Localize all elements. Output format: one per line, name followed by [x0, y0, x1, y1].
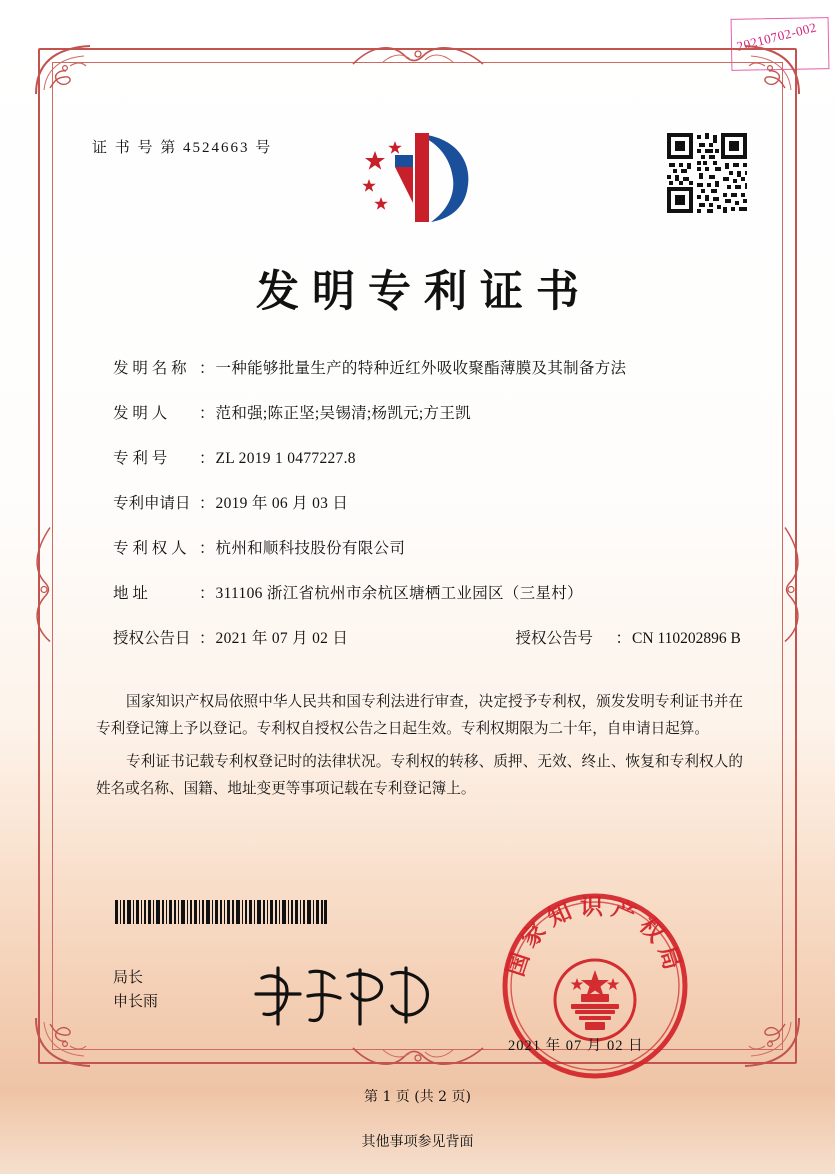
field-row-patent-number: [113, 446, 745, 468]
field-label: 地 址: [113, 585, 148, 602]
field-separator: ：: [199, 630, 215, 647]
field-row-grant-announcement: [113, 626, 745, 648]
field-value-patentee: 杭州和顺科技股份有限公司: [215, 540, 406, 557]
field-value-application-date: 2019 年 06 月 03 日: [215, 495, 349, 512]
barcode: [115, 900, 327, 924]
field-separator: ：: [199, 540, 215, 557]
signature-name: 申长雨: [113, 994, 159, 1010]
field-label: 专利申请日: [113, 495, 191, 512]
annotation-text: 20210702-002: [735, 19, 819, 54]
field-label: 专 利 号: [113, 450, 168, 467]
field-label: 发 明 人: [113, 405, 168, 422]
certificate-number: 证 书 号 第 4524663 号: [92, 140, 273, 156]
field-list: [113, 356, 745, 671]
handwritten-signature-icon: [248, 952, 438, 1032]
field-value-grant-date: 2021 年 07 月 02 日: [215, 630, 349, 647]
page-title: 发明专利证书: [256, 267, 592, 317]
field-separator: ：: [199, 360, 215, 377]
page-number: 第 1 页 (共 2 页): [364, 1089, 471, 1105]
legal-text: [96, 688, 743, 808]
field-value-inventors: 范和强;陈正坚;吴锡清;杨凯元;方王凯: [215, 405, 471, 422]
field-row-address: [113, 581, 745, 603]
signature-role: 局长: [113, 970, 144, 986]
paragraph-1: 国家知识产权局依照中华人民共和国专利法进行审查，决定授予专利权，颁发发明专利证书并在专利登记簿上予以登记。专利权自授权公告之日起生效。专利权期限为二十年，自申请日起算。: [96, 693, 743, 737]
field-separator: ：: [199, 495, 215, 512]
field-row-patentee: [113, 536, 745, 558]
field-value-address: 311106 浙江省杭州市余杭区塘栖工业园区（三星村）: [215, 585, 583, 602]
qr-code-icon: [665, 131, 749, 215]
footer-note: 其他事项参见背面: [361, 1134, 474, 1150]
cnipa-logo-icon: [355, 125, 485, 230]
field-separator: ：: [615, 630, 632, 647]
field-value-grant-number: CN 110202896 B: [632, 630, 741, 647]
field-value-patent-number: ZL 2019 1 0477227.8: [215, 450, 356, 467]
field-label-grant-number: 授权公告号: [515, 630, 594, 647]
field-value-invention-name: 一种能够批量生产的特种近红外吸收聚酯薄膜及其制备方法: [215, 360, 627, 377]
field-row-invention-name: [113, 356, 745, 378]
seal-date: 2021 年 07 月 02 日: [508, 1038, 644, 1054]
field-separator: ：: [199, 405, 215, 422]
field-separator: ：: [199, 585, 215, 602]
svg-text:国家知识产权局: 国家知识产权局: [501, 893, 689, 980]
field-separator: ：: [199, 450, 215, 467]
field-label: 发 明 名 称: [113, 360, 187, 377]
signature-labels: [113, 966, 158, 1014]
paragraph-2: 专利证书记载专利权登记时的法律状况。专利权的转移、质押、无效、终止、恢复和专利权人的姓名或名称、国籍、地址变更等事项记载在专利登记簿上。: [96, 753, 743, 797]
field-row-application-date: [113, 491, 745, 513]
field-label: 专 利 权 人: [113, 540, 187, 557]
field-row-inventors: [113, 401, 745, 423]
field-label-grant-date: 授权公告日: [113, 630, 191, 647]
